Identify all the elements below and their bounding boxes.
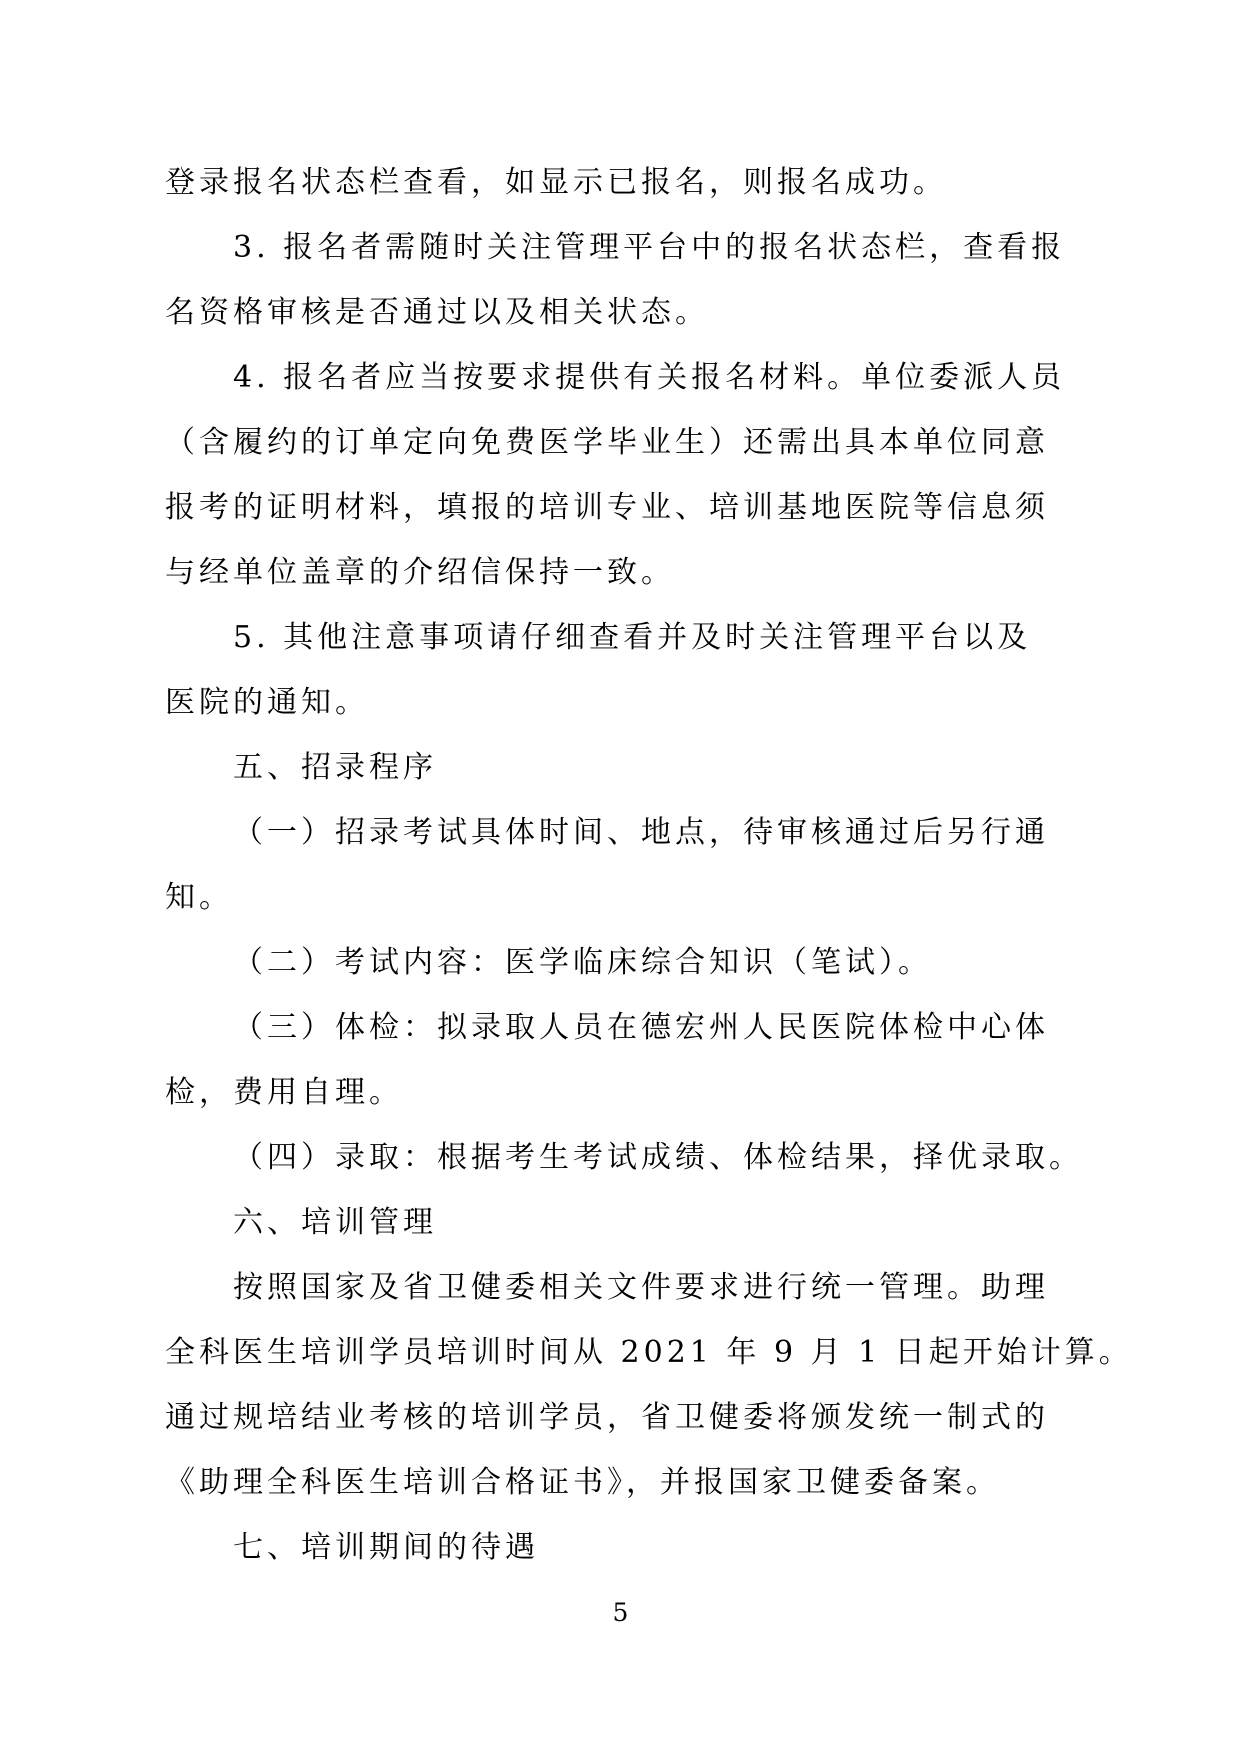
text-line: （二）考试内容：医学临床综合知识（笔试）。 [233, 945, 932, 980]
text-line: 《助理全科医生培训合格证书》，并报国家卫健委备案。 [165, 1465, 1000, 1500]
text-line: （四）录取：根据考生考试成绩、体检结果，择优录取。 [233, 1140, 1083, 1175]
text-line: 七、培训期间的待遇 [233, 1530, 539, 1565]
text-line: 按照国家及省卫健委相关文件要求进行统一管理。助理 [233, 1270, 1049, 1305]
text-line: 与经单位盖章的介绍信保持一致。 [165, 555, 675, 590]
text-line: 报考的证明材料，填报的培训专业、培训基地医院等信息须 [165, 490, 1049, 525]
text-line: 3. 报名者需随时关注管理平台中的报名状态栏，查看报 [233, 230, 1066, 265]
text-line: （含履约的订单定向免费医学毕业生）还需出具本单位同意 [165, 425, 1049, 460]
text-line: 五、招录程序 [233, 750, 437, 785]
text-line: 知。 [165, 880, 233, 915]
text-line: （三）体检：拟录取人员在德宏州人民医院体检中心体 [233, 1010, 1049, 1045]
text-line: 4. 报名者应当按要求提供有关报名材料。单位委派人员 [233, 360, 1066, 395]
text-line: 通过规培结业考核的培训学员，省卫健委将颁发统一制式的 [165, 1400, 1049, 1435]
text-line: 登录报名状态栏查看，如显示已报名，则报名成功。 [165, 165, 947, 200]
text-line: 六、培训管理 [233, 1205, 437, 1240]
text-line: 检，费用自理。 [165, 1075, 403, 1110]
text-line: 5. 其他注意事项请仔细查看并及时关注管理平台以及 [233, 620, 1032, 655]
text-line: 医院的通知。 [165, 685, 369, 720]
page-number: 5 [612, 1598, 629, 1627]
text-line: 全科医生培训学员培训时间从 2021 年 9 月 1 日起开始计算。 [165, 1335, 1133, 1370]
text-lines [165, 150, 1133, 1580]
text-line: （一）招录考试具体时间、地点，待审核通过后另行通 [233, 815, 1049, 850]
text-line: 名资格审核是否通过以及相关状态。 [165, 295, 709, 330]
